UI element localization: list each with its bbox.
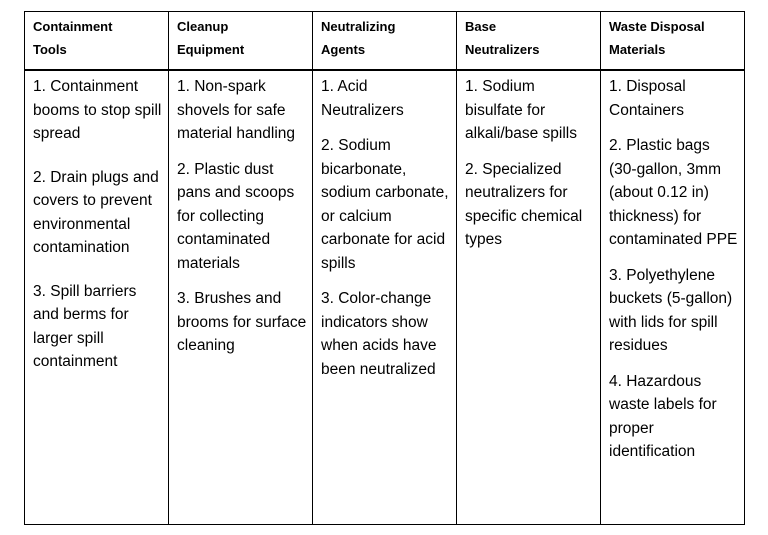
header-line: Agents — [321, 42, 366, 57]
spill-kit-table — [24, 11, 745, 525]
list-item: 3. Brushes and brooms for surface cleaning — [177, 290, 307, 354]
list-item: 3. Spill barriers and berms for larger spill containment — [33, 282, 137, 370]
table-header-row — [25, 12, 745, 70]
list-item: 3. Color-change indicators show when acids have been neutralized — [321, 290, 437, 378]
header-line: Containment — [33, 19, 113, 34]
header-line: Tools — [33, 42, 67, 57]
cell-base-neutralizers — [457, 71, 601, 525]
header-line: Base — [465, 19, 497, 34]
list-item: 1. Sodium bisulfate for alkali/base spills — [465, 78, 577, 142]
cell-containment-tools — [25, 71, 169, 525]
list-item: 2. Plastic bags (30-gallon, 3mm (about 0.12 in) thickness) for contaminated PPE — [609, 137, 738, 248]
cell-cleanup-equipment — [169, 71, 313, 525]
column-header-cleanup-equipment — [169, 12, 313, 70]
column-header-neutralizing-agents — [313, 12, 457, 70]
column-header-base-neutralizers — [457, 12, 601, 70]
header-line: Waste Disposal — [609, 19, 705, 34]
list-item: 1. Disposal Containers — [609, 78, 686, 119]
list-item: 1. Acid Neutralizers — [321, 78, 404, 119]
header-line: Equipment — [177, 42, 245, 57]
column-header-containment-tools — [25, 12, 169, 70]
header-line: Neutralizers — [465, 42, 540, 57]
table-body-row — [25, 71, 745, 525]
list-item: 3. Polyethylene buckets (5-gallon) with lids for spill residues — [609, 266, 733, 354]
column-header-waste-disposal-materials — [601, 12, 745, 70]
header-line: Neutralizing — [321, 19, 396, 34]
header-line: Materials — [609, 42, 666, 57]
list-item: 2. Drain plugs and covers to prevent environmental contamination — [33, 168, 159, 256]
list-item: 2. Plastic dust pans and scoops for collecting contaminated materials — [177, 160, 295, 272]
cell-neutralizing-agents — [313, 71, 457, 525]
header-line: Cleanup — [177, 19, 229, 34]
list-item: 2. Specialized neutralizers for specific chemical types — [465, 160, 583, 248]
cell-waste-disposal-materials — [601, 71, 745, 525]
list-item: 1. Containment booms to stop spill spread — [33, 78, 162, 142]
list-item: 4. Hazardous waste labels for proper identification — [609, 372, 717, 460]
list-item: 2. Sodium bicarbonate, sodium carbonate, or calcium carbonate for acid spills — [321, 137, 449, 272]
list-item: 1. Non-spark shovels for safe material handling — [177, 78, 296, 142]
